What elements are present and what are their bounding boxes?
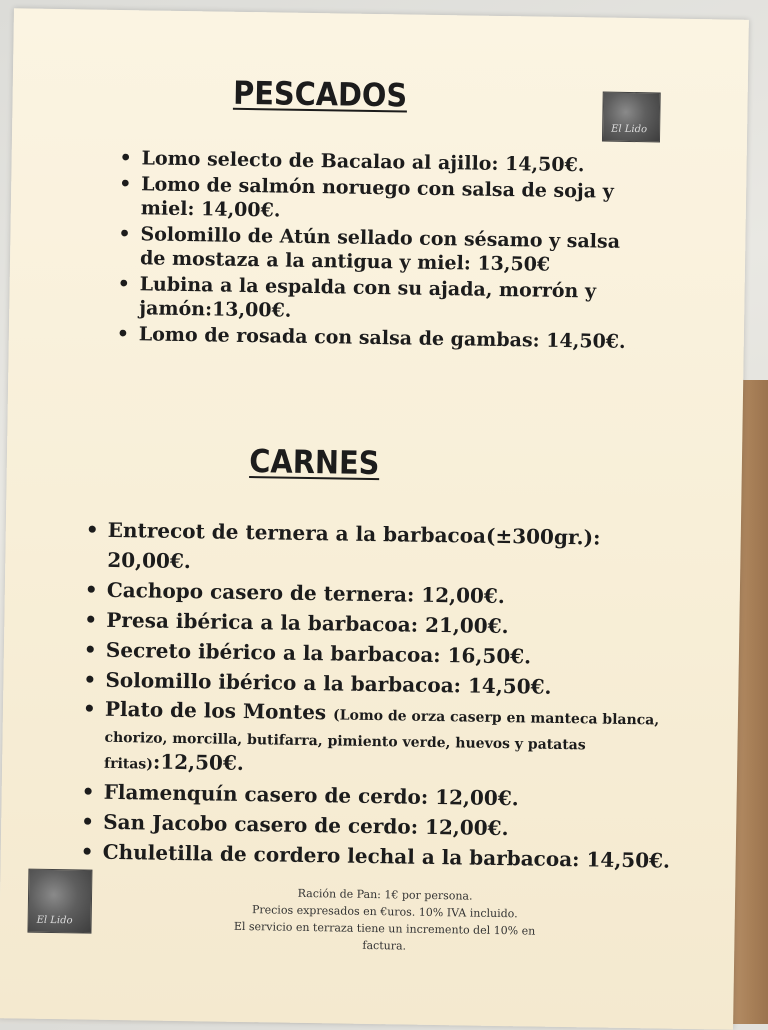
footer-prices-note: Precios expresados en €uros. 10% IVA incluido. [251,903,518,921]
plato-montes-name: Plato de los Montes [104,696,327,725]
list-item: • Solomillo ibérico a la barbacoa: 14,50€. [83,664,683,703]
list-item: • Lomo selecto de Bacalao al ajillo: 14,50€. [119,146,639,178]
list-item: • Lubina a la espalda con su ajada, morrón y jamón:13,00€. [117,272,638,328]
plato-montes-price: :12,50€. [152,749,244,775]
list-item: • Lomo de rosada con salsa de gambas: 14,50€. [117,322,637,354]
list-item: • Flamenquín casero de cerdo: 12,00€. [81,776,681,815]
carnes-list [81,514,686,875]
plato-montes-detail: (Lomo de orza caserp en manteca blanca, chorizo, morcilla, butifarra, pimiento verde, huevos y patatas fritas) [103,707,660,773]
list-item: • Secreto ibérico a la barbacoa: 16,50€. [84,634,684,673]
list-item: • Entrecot de ternera a la barbacoa(±300gr.): 20,00€. [85,514,686,583]
list-item: • Presa ibérica a la barbacoa: 21,00€. [84,604,684,643]
footer-bread-note: Ración de Pan: 1€ por persona. [297,886,473,903]
list-item-plato-montes [82,696,683,783]
carnes-title: CARNES [249,442,380,483]
menu-sheet [0,8,749,1029]
list-item: • Lomo de salmón noruego con salsa de soja y miel: 14,00€. [119,172,640,228]
list-item: • San Jacobo casero de cerdo: 12,00€. [81,806,681,845]
list-item: • Cachopo casero de ternera: 12,00€. [85,574,685,613]
footer-terrace-note: El servicio en terraza tiene un incremento del 10% en factura. [233,919,536,953]
list-item: • Solomillo de Atún sellado con sésamo y salsa de mostaza a la antigua y miel: 13,50€ [118,222,639,278]
restaurant-logo-icon: El Lido [602,92,661,143]
list-item: • Chuletilla de cordero lechal a la barbacoa: 14,50€. [81,836,681,875]
footer-notes [219,884,550,957]
restaurant-logo-icon: El Lido [27,869,92,934]
pescados-title: PESCADOS [232,73,408,115]
pescados-list [117,146,640,356]
